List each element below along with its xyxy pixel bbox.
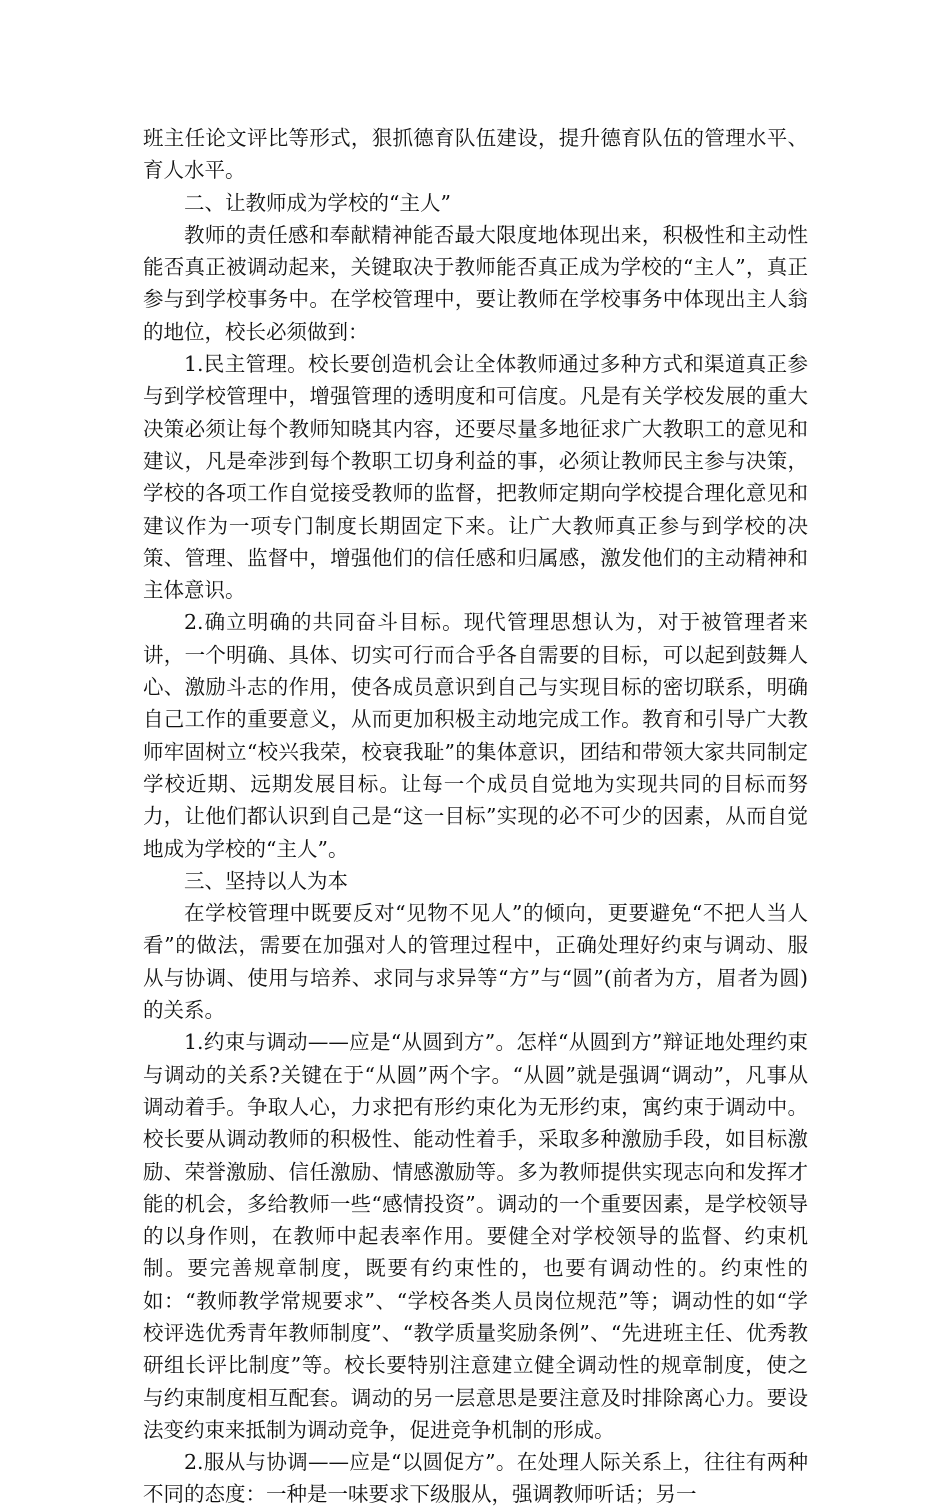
section-heading-2: 二、让教师成为学校的“主人” [184,190,451,215]
paragraph-common-goals: 2.确立明确的共同奋斗目标。现代管理思想认为，对于被管理者来讲，一个明确、具体、切实可行而合乎各自需要的目标，可以起到鼓舞人心、激励斗志的作用，使各成员意识到自己与实现目标的密切联系，明确自己工作的重要意义，从而更加积极主动地完成工作。教育和引导广大教师牢固树立“校兴我荣，校衰我耻”的集体意识，团结和带领大家共同制定学校近期、远期发展目标。让每一个成员自觉地为实现共同的目标而努力，让他们都认识到自己是“这一目标”实现的必不可少的因素，从而自觉地成为学校的“主人”。 [143,610,808,861]
paragraph-constraint-and-mobilization: 1.约束与调动——应是“从圆到方”。怎样“从圆到方”辩证地处理约束与调动的关系?关键在于“从圆”两个字。“从圆”就是强调“调动”，凡事从调动着手。争取人心，力求把有形约束化为无形约束，寓约束于调动中。校长要从调动教师的积极性、能动性着手，采取多种激励手段，如目标激励、荣誉激励、信任激励、情感激励等。多为教师提供实现志向和发挥才能的机会，多给教师一些“感情投资”。调动的一个重要因素，是学校领导的以身作则，在教师中起表率作用。要健全对学校领导的监督、约束机制。要完善规章制度，既要有约束性的，也要有调动性的。约束性的如：“教师教学常规要求”、“学校各类人员岗位规范”等；调动性的如“学校评选优秀青年教师制度”、“教学质量奖励条例”、“先进班主任、优秀教研组长评比制度”等。校长要特别注意建立健全调动性的规章制度，使之与约束制度相互配套。调动的另一层意思是要注意及时排除离心力。要设法变约束来抵制为调动竞争，促进竞争机制的形成。 [143,1030,808,1442]
paragraph-intro-continuation: 班主任论文评比等形式，狠抓德育队伍建设，提升德育队伍的管理水平、育人水平。 [143,126,808,183]
document-page [143,122,808,1511]
section-heading-3: 三、坚持以人为本 [184,868,348,893]
paragraph-obedience-and-coordination: 2.服从与协调——应是“以圆促方”。在处理人际关系上，往往有两种不同的态度：一种是一味要求下级服从，强调教师听话；另一 [143,1450,808,1507]
paragraph-section-3-intro: 在学校管理中既要反对“见物不见人”的倾向，更要避免“不把人当人看”的做法，需要在加强对人的管理过程中，正确处理好约束与调动、服从与协调、使用与培养、求同与求异等“方”与“圆”(前者为方，眉者为圆)的关系。 [143,901,808,1023]
paragraph-democratic-management: 1.民主管理。校长要创造机会让全体教师通过多种方式和渠道真正参与到学校管理中，增强管理的透明度和可信度。凡是有关学校发展的重大决策必须让每个教师知晓其内容，还要尽量多地征求广大教职工的意见和建议，凡是牵涉到每个教职工切身利益的事，必须让教师民主参与决策，学校的各项工作自觉接受教师的监督，把教师定期向学校提合理化意见和建议作为一项专门制度长期固定下来。让广大教师真正参与到学校的决策、管理、监督中，增强他们的信任感和归属感，激发他们的主动精神和主体意识。 [143,352,808,603]
paragraph-section-2-intro: 教师的责任感和奉献精神能否最大限度地体现出来，积极性和主动性能否真正被调动起来，关键取决于教师能否真正成为学校的“主人”，真正参与到学校事务中。在学校管理中，要让教师在学校事务中体现出主人翁的地位，校长必须做到： [143,222,808,344]
